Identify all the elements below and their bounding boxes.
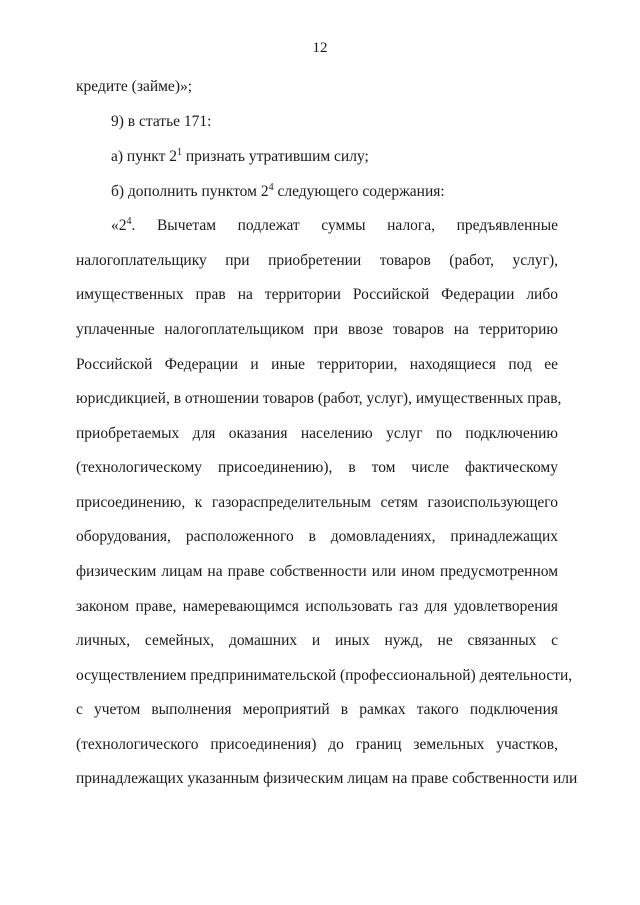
text-line: юрисдикцией, в отношении товаров (работ, услуг), имущественных прав,: [76, 390, 562, 407]
text-line: личных, семейных, домашних и иных нужд, не связанных с: [76, 632, 558, 649]
superscript: 4: [126, 216, 132, 227]
text-line: (технологическому присоединению), в том числе фактическому: [76, 459, 558, 476]
text-line: (технологического присоединения) до границ земельных участков,: [76, 736, 558, 753]
text-line: присоединению, к газораспределительным сетям газоиспользующего: [76, 494, 558, 511]
text-line: [111, 216, 558, 236]
text-fragment: а) пункт 2: [111, 148, 177, 165]
superscript: 1: [176, 147, 182, 158]
text-fragment: «2: [111, 217, 127, 234]
text-line: имущественных прав на территории Российской Федерации либо: [76, 286, 558, 303]
text-line: приобретаемых для оказания населению услуг по подключению: [76, 425, 558, 442]
text-line: законом праве, намеревающимся использовать газ для удовлетворения: [76, 598, 558, 615]
text-fragment: б) дополнить пунктом 2: [111, 183, 269, 200]
text-line: уплаченные налогоплательщиком при ввозе товаров на территорию: [76, 321, 558, 338]
text-line: 9) в статье 171:: [111, 113, 212, 130]
text-line: [111, 182, 558, 202]
text-fragment: признать утратившим силу;: [181, 148, 369, 165]
superscript: 4: [268, 182, 274, 193]
text-line: налогоплательщику при приобретении товаров (работ, услуг),: [76, 252, 558, 269]
text-line: принадлежащих указанным физическим лицам на праве собственности или: [76, 770, 578, 787]
text-line: [111, 147, 558, 167]
text-line: Российской Федерации и иные территории, находящиеся под ее: [76, 356, 558, 373]
page-number: 12: [312, 40, 328, 56]
text-line: кредите (займе)»;: [76, 78, 193, 95]
text-line: оборудования, расположенного в домовладениях, принадлежащих: [76, 528, 558, 545]
text-line: с учетом выполнения мероприятий в рамках такого подключения: [76, 701, 558, 718]
text-line: физическим лицам на праве собственности или ином предусмотренном: [76, 563, 558, 580]
text-fragment: следующего содержания:: [273, 183, 445, 200]
text-fragment: . Вычетам подлежат суммы налога, предъявленные: [131, 217, 558, 234]
text-line: осуществлением предпринимательской (профессиональной) деятельности,: [76, 667, 573, 684]
